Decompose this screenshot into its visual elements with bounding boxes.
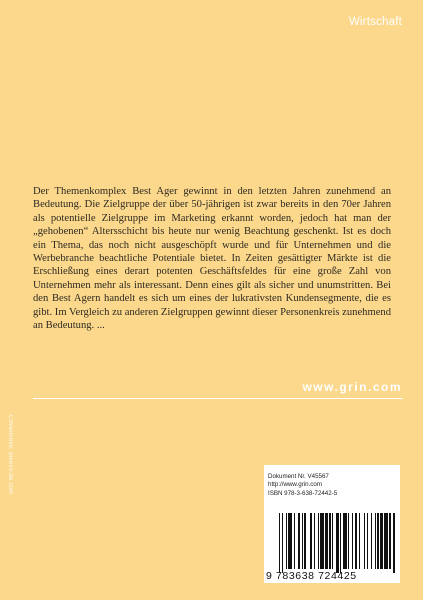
document-number: Dokument Nr. V45567 <box>268 473 329 480</box>
publisher-url[interactable]: http://www.grin.com <box>268 481 322 489</box>
divider-line <box>33 398 403 399</box>
publication-info <box>268 473 337 498</box>
spine-credit: Covermotiv: pixelio.de.com <box>7 415 13 495</box>
category-label: Wirtschaft <box>348 16 402 28</box>
barcode-icon <box>279 513 396 569</box>
website-link[interactable]: www.grin.com <box>302 380 402 394</box>
isbn-number: ISBN 978-3-638-72442-5 <box>268 489 338 497</box>
blurb-text: Der Themenkomplex Best Ager gewinnt in den letzten Jahren zunehmend an Bedeutung. Die Zielgruppe der über 50-jährigen ist zwar bereits in den 70er Jahren als potentielle Zielgruppe im Marketing erkannt worden, jedoch hat man der „gehobenen“ Altersschicht bis heute nur wenig Beachtung geschenkt. Ist es doch ein Thema, das noch nicht ausgeschöpft wurde und für Unternehmen und die Werbebranche beachtliche Potentiale bietet. In Zeiten gesättigter Märkte ist die Erschließung eines derart potenten Geschäftsfeldes für eine große Zahl von Unternehmen mehr als interessant. Denn eines gilt als sicher und unumstritten. Bei den Best Agern handelt es sich um eines der lukrativsten Kundensegmente, die es gibt. Im Vergleich zu anderen Zielgruppen gewinnt dieser Personenkreis zunehmend an Bedeutung. ... <box>33 186 391 332</box>
barcode-digits: 9 783638 724425 <box>266 570 357 582</box>
